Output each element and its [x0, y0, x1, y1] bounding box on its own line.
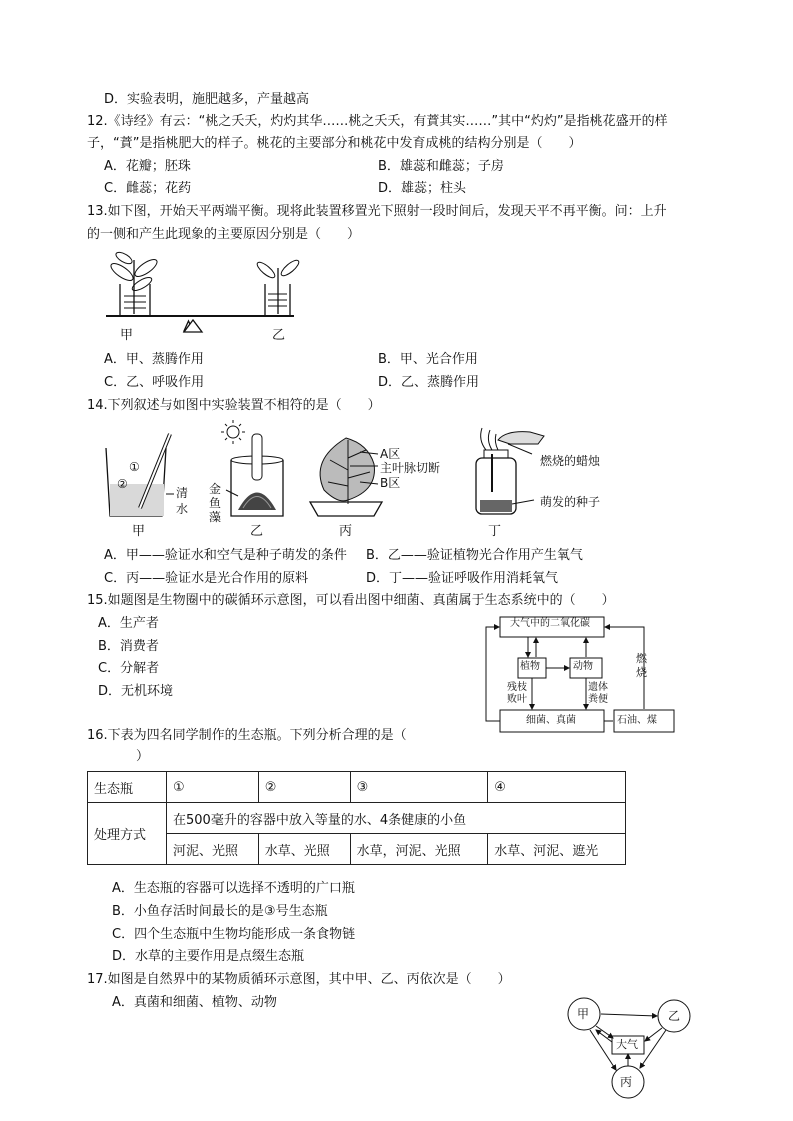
q12-stem-line2: 子，“蕡”是指桃肥大的样子。桃花的主要部分和桃花中发育成桃的结构分别是（ ）: [87, 136, 582, 151]
q14-label-zao: 藻: [209, 510, 222, 524]
q12-option-a: A．花瓣；胚珠: [104, 159, 191, 174]
q15-option-c: C．分解者: [98, 661, 160, 676]
q15-node-animal: 动物: [573, 661, 593, 672]
q12-option-c: C．雌蕊；花药: [104, 181, 192, 196]
q13-label-yi: 乙: [272, 328, 286, 343]
q16-option-c: C．四个生态瓶中生物均能形成一条食物链: [112, 927, 356, 942]
table-header-cell: ②: [258, 772, 350, 803]
table-cell: 河泥、光照: [167, 834, 259, 865]
q12-option-d: D．雄蕊；柱头: [378, 181, 467, 196]
q16-option-a: A．生态瓶的容器可以选择不透明的广口瓶: [112, 881, 355, 896]
table-header-cell: ④: [488, 772, 626, 803]
table-header-cell: 生态瓶: [88, 772, 167, 803]
q15-option-d: D．无机环境: [98, 684, 174, 699]
q14-label-jin: 金: [209, 482, 222, 496]
q15-node-plant: 植物: [520, 661, 540, 672]
q15-label-remains-2: 败叶: [507, 694, 527, 705]
q14-option-c: C．丙——验证水是光合作用的原料: [104, 571, 309, 586]
q15-option-b: B．消费者: [98, 639, 159, 654]
q14-label-seeds: 萌发的种子: [540, 495, 601, 509]
q17-node-bing: 丙: [620, 1075, 633, 1089]
table-cell: 水草、光照: [258, 834, 350, 865]
q14-option-d: D．丁——验证呼吸作用消耗氧气: [366, 571, 559, 586]
q17-node-jia: 甲: [577, 1007, 590, 1021]
q17-node-air: 大气: [616, 1038, 638, 1051]
q15-label-waste-1: 遗体: [588, 682, 608, 693]
q14-label-b-zone: B区: [380, 476, 401, 490]
q16-option-d: D．水草的主要作用是点缀生态瓶: [112, 949, 305, 964]
q15-node-decomposer: 细菌、真菌: [526, 715, 576, 726]
q14-option-b: B．乙——验证植物光合作用产生氧气: [366, 548, 583, 563]
q14-label-yi: 乙: [250, 524, 264, 539]
q15-label-remains-1: 残枝: [507, 682, 527, 693]
q15-node-fossil: 石油、煤: [617, 715, 657, 726]
q13-stem-line2: 的一侧和产生此现象的主要原因分别是（ ）: [87, 227, 361, 242]
q15-option-a: A．生产者: [98, 616, 159, 631]
q14-label-jia: 甲: [132, 524, 146, 539]
q11-option-d: D．实验表明，施肥越多，产量越高: [104, 92, 310, 107]
q15-node-co2: 大气中的二氧化碳: [510, 618, 590, 629]
q14-label-candle: 燃烧的蜡烛: [540, 454, 601, 468]
table-method-label: 处理方式: [88, 803, 167, 865]
q14-label-bing: 丙: [339, 524, 353, 539]
q14-label-vein: 主叶脉切断: [380, 461, 441, 475]
table-row: [88, 772, 626, 803]
q14-circle-1: ①: [129, 460, 140, 474]
q14-label-qing: 清: [176, 486, 189, 500]
q12-option-b: B．雄蕊和雌蕊；子房: [378, 159, 504, 174]
q13-label-jia: 甲: [120, 328, 134, 343]
q17-option-a: A．真菌和细菌、植物、动物: [112, 995, 277, 1010]
q14-label-ding: 丁: [488, 524, 502, 539]
q16-option-b: B．小鱼存活时间最长的是③号生态瓶: [112, 904, 328, 919]
q16-stem-line1: 16.下表为四名同学制作的生态瓶。下列分析合理的是（: [87, 728, 407, 743]
table-row: [88, 834, 626, 865]
table-cell: 水草、河泥、遮光: [488, 834, 626, 865]
q13-option-b: B．甲、光合作用: [378, 352, 478, 367]
q14-label-yu: 鱼: [209, 496, 222, 510]
q14-label-shui: 水: [176, 502, 189, 516]
q17-node-yi: 乙: [668, 1009, 681, 1023]
q12-stem-line1: 12.《诗经》有云：“桃之夭夭，灼灼其华……桃之夭夭，有蕡其实……”其中“灼灼”是指桃花盛开的样: [87, 114, 668, 129]
table-common-cell: 在500毫升的容器中放入等量的水、4条健康的小鱼: [167, 803, 626, 834]
table-header-cell: ①: [167, 772, 259, 803]
q15-label-burn-2: 烧: [636, 666, 647, 679]
q13-stem-line1: 13.如下图，开始天平两端平衡。现将此装置移置光下照射一段时间后，发现天平不再平衡。问：上升: [87, 204, 667, 219]
q14-label-a-zone: A区: [380, 447, 401, 461]
q13-option-a: A．甲、蒸腾作用: [104, 352, 204, 367]
q16-stem-line2: ）: [136, 749, 150, 764]
q13-option-d: D．乙、蒸腾作用: [378, 375, 480, 390]
q14-option-a: A．甲——验证水和空气是种子萌发的条件: [104, 548, 347, 563]
q16-ecobottle-table: [87, 771, 626, 865]
q17-stem: 17.如图是自然界中的某物质循环示意图，其中甲、乙、丙依次是（ ）: [87, 972, 511, 987]
table-row: [88, 803, 626, 834]
q14-stem: 14.下列叙述与如图中实验装置不相符的是（ ）: [87, 398, 381, 413]
q15-stem: 15.如题图是生物圈中的碳循环示意图，可以看出图中细菌、真菌属于生态系统中的（ ）: [87, 593, 615, 608]
table-cell: 水草，河泥、光照: [350, 834, 488, 865]
q15-label-burn-1: 燃: [636, 652, 647, 665]
table-header-cell: ③: [350, 772, 488, 803]
q15-label-waste-2: 粪便: [588, 694, 608, 705]
q13-option-c: C．乙、呼吸作用: [104, 375, 205, 390]
q14-circle-2: ②: [117, 477, 128, 491]
